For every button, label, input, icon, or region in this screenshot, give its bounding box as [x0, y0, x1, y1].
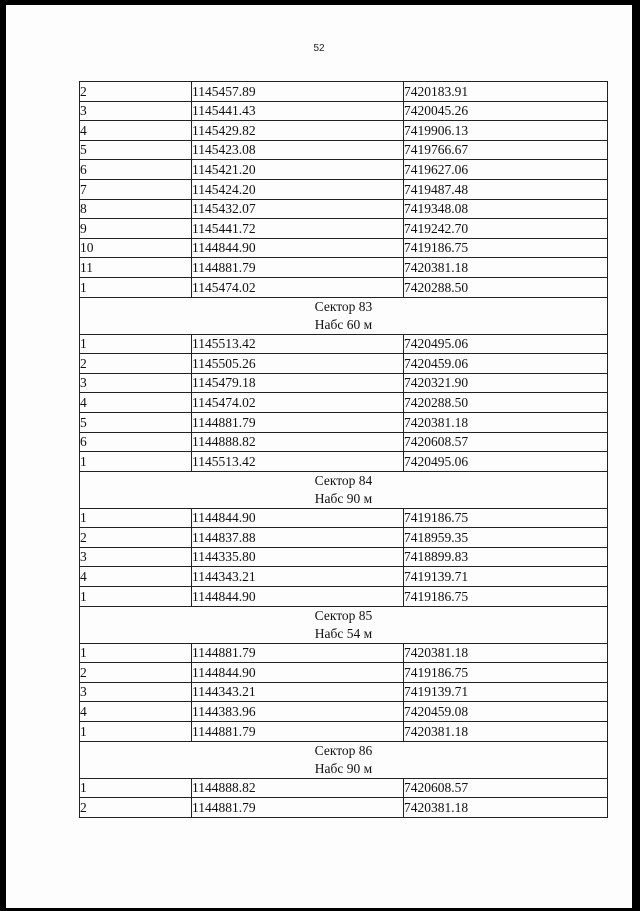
sector-title: Сектор 84: [314, 472, 373, 488]
sector-height-label: Набс 60 м: [314, 316, 373, 332]
point-number-cell: 2: [80, 663, 192, 683]
y-coordinate-cell: 7419186.75: [404, 238, 608, 258]
point-number-cell: 6: [80, 432, 192, 452]
y-coordinate-cell: 7419139.71: [404, 567, 608, 587]
table-row: [80, 140, 608, 160]
x-coordinate-cell: 1145423.08: [192, 140, 404, 160]
y-coordinate-cell: 7419766.67: [404, 140, 608, 160]
y-coordinate-cell: 7418959.35: [404, 528, 608, 548]
table-row: [80, 528, 608, 548]
y-coordinate-cell: 7419139.71: [404, 682, 608, 702]
x-coordinate-cell: 1145474.02: [192, 393, 404, 413]
y-coordinate-cell: 7420381.18: [404, 643, 608, 663]
table-row: [80, 508, 608, 528]
y-coordinate-cell: 7419186.75: [404, 663, 608, 683]
table-row: [80, 354, 608, 374]
page-number: 52: [313, 43, 325, 54]
table-row: [80, 682, 608, 702]
table-row: [80, 798, 608, 818]
point-number-cell: 5: [80, 412, 192, 432]
sector-title: Сектор 85: [314, 607, 373, 623]
x-coordinate-cell: 1145424.20: [192, 179, 404, 199]
table-row: [80, 258, 608, 278]
y-coordinate-cell: 7420608.57: [404, 432, 608, 452]
sector-header-cell: [80, 471, 608, 508]
sector-title: Сектор 86: [314, 742, 373, 758]
sector-header-cell: [80, 297, 608, 334]
table-row: [80, 722, 608, 742]
y-coordinate-cell: 7420381.18: [404, 258, 608, 278]
table-row: [80, 702, 608, 722]
table-row: [80, 219, 608, 239]
point-number-cell: 2: [80, 528, 192, 548]
point-number-cell: 11: [80, 258, 192, 278]
sector-header-cell: [80, 606, 608, 643]
x-coordinate-cell: 1144881.79: [192, 798, 404, 818]
point-number-cell: 7: [80, 179, 192, 199]
y-coordinate-cell: 7420459.08: [404, 702, 608, 722]
y-coordinate-cell: 7420288.50: [404, 277, 608, 297]
x-coordinate-cell: 1144881.79: [192, 722, 404, 742]
x-coordinate-cell: 1144844.90: [192, 508, 404, 528]
table-row: [80, 567, 608, 587]
point-number-cell: 5: [80, 140, 192, 160]
sector-height-label: Набс 90 м: [314, 490, 373, 506]
point-number-cell: 4: [80, 702, 192, 722]
table-row: [80, 393, 608, 413]
sector-height-label: Набс 90 м: [314, 760, 373, 776]
x-coordinate-cell: 1144881.79: [192, 643, 404, 663]
table-row: [80, 101, 608, 121]
sector-title: Сектор 83: [314, 298, 373, 314]
sector-header-row: [80, 606, 608, 643]
y-coordinate-cell: 7419186.75: [404, 508, 608, 528]
point-number-cell: 2: [80, 354, 192, 374]
sector-header-row: [80, 297, 608, 334]
y-coordinate-cell: 7419487.48: [404, 179, 608, 199]
table-row: [80, 238, 608, 258]
point-number-cell: 2: [80, 82, 192, 102]
table-row: [80, 452, 608, 472]
y-coordinate-cell: 7420381.18: [404, 798, 608, 818]
point-number-cell: 1: [80, 508, 192, 528]
table-row: [80, 334, 608, 354]
y-coordinate-cell: 7420608.57: [404, 778, 608, 798]
y-coordinate-cell: 7420459.06: [404, 354, 608, 374]
point-number-cell: 1: [80, 334, 192, 354]
y-coordinate-cell: 7418899.83: [404, 547, 608, 567]
point-number-cell: 3: [80, 101, 192, 121]
point-number-cell: 3: [80, 373, 192, 393]
x-coordinate-cell: 1144844.90: [192, 238, 404, 258]
sector-height-label: Набс 54 м: [314, 625, 373, 641]
table-row: [80, 547, 608, 567]
y-coordinate-cell: 7419906.13: [404, 121, 608, 141]
y-coordinate-cell: 7419627.06: [404, 160, 608, 180]
table-row: [80, 121, 608, 141]
x-coordinate-cell: 1145441.43: [192, 101, 404, 121]
x-coordinate-cell: 1145441.72: [192, 219, 404, 239]
sector-header-row: [80, 471, 608, 508]
y-coordinate-cell: 7420045.26: [404, 101, 608, 121]
y-coordinate-cell: 7420288.50: [404, 393, 608, 413]
x-coordinate-cell: 1145474.02: [192, 277, 404, 297]
y-coordinate-cell: 7420381.18: [404, 722, 608, 742]
y-coordinate-cell: 7419348.08: [404, 199, 608, 219]
point-number-cell: 1: [80, 452, 192, 472]
point-number-cell: 1: [80, 277, 192, 297]
point-number-cell: 1: [80, 778, 192, 798]
x-coordinate-cell: 1144888.82: [192, 778, 404, 798]
point-number-cell: 4: [80, 393, 192, 413]
point-number-cell: 9: [80, 219, 192, 239]
x-coordinate-cell: 1144837.88: [192, 528, 404, 548]
point-number-cell: 3: [80, 682, 192, 702]
document-page: [6, 5, 632, 908]
x-coordinate-cell: 1145432.07: [192, 199, 404, 219]
point-number-cell: 4: [80, 567, 192, 587]
x-coordinate-cell: 1144888.82: [192, 432, 404, 452]
x-coordinate-cell: 1144844.90: [192, 587, 404, 607]
y-coordinate-cell: 7420381.18: [404, 412, 608, 432]
y-coordinate-cell: 7420321.90: [404, 373, 608, 393]
sector-header-cell: [80, 741, 608, 778]
y-coordinate-cell: 7420495.06: [404, 452, 608, 472]
table-row: [80, 643, 608, 663]
y-coordinate-cell: 7419186.75: [404, 587, 608, 607]
x-coordinate-cell: 1144881.79: [192, 412, 404, 432]
x-coordinate-cell: 1144343.21: [192, 567, 404, 587]
point-number-cell: 2: [80, 798, 192, 818]
point-number-cell: 1: [80, 643, 192, 663]
x-coordinate-cell: 1145479.18: [192, 373, 404, 393]
table-row: [80, 277, 608, 297]
x-coordinate-cell: 1144881.79: [192, 258, 404, 278]
x-coordinate-cell: 1145457.89: [192, 82, 404, 102]
x-coordinate-cell: 1145429.82: [192, 121, 404, 141]
x-coordinate-cell: 1145513.42: [192, 334, 404, 354]
table-row: [80, 587, 608, 607]
coordinates-table: [79, 81, 608, 818]
table-row: [80, 179, 608, 199]
point-number-cell: 4: [80, 121, 192, 141]
table-row: [80, 82, 608, 102]
sector-header-row: [80, 741, 608, 778]
table-row: [80, 432, 608, 452]
table-row: [80, 663, 608, 683]
point-number-cell: 6: [80, 160, 192, 180]
x-coordinate-cell: 1145421.20: [192, 160, 404, 180]
table-row: [80, 199, 608, 219]
point-number-cell: 10: [80, 238, 192, 258]
x-coordinate-cell: 1145513.42: [192, 452, 404, 472]
y-coordinate-cell: 7420183.91: [404, 82, 608, 102]
x-coordinate-cell: 1144844.90: [192, 663, 404, 683]
x-coordinate-cell: 1144383.96: [192, 702, 404, 722]
coordinates-table-body: [80, 82, 608, 818]
point-number-cell: 1: [80, 587, 192, 607]
x-coordinate-cell: 1144335.80: [192, 547, 404, 567]
point-number-cell: 8: [80, 199, 192, 219]
x-coordinate-cell: 1145505.26: [192, 354, 404, 374]
table-row: [80, 373, 608, 393]
point-number-cell: 3: [80, 547, 192, 567]
table-row: [80, 160, 608, 180]
x-coordinate-cell: 1144343.21: [192, 682, 404, 702]
y-coordinate-cell: 7419242.70: [404, 219, 608, 239]
table-row: [80, 778, 608, 798]
point-number-cell: 1: [80, 722, 192, 742]
y-coordinate-cell: 7420495.06: [404, 334, 608, 354]
table-row: [80, 412, 608, 432]
